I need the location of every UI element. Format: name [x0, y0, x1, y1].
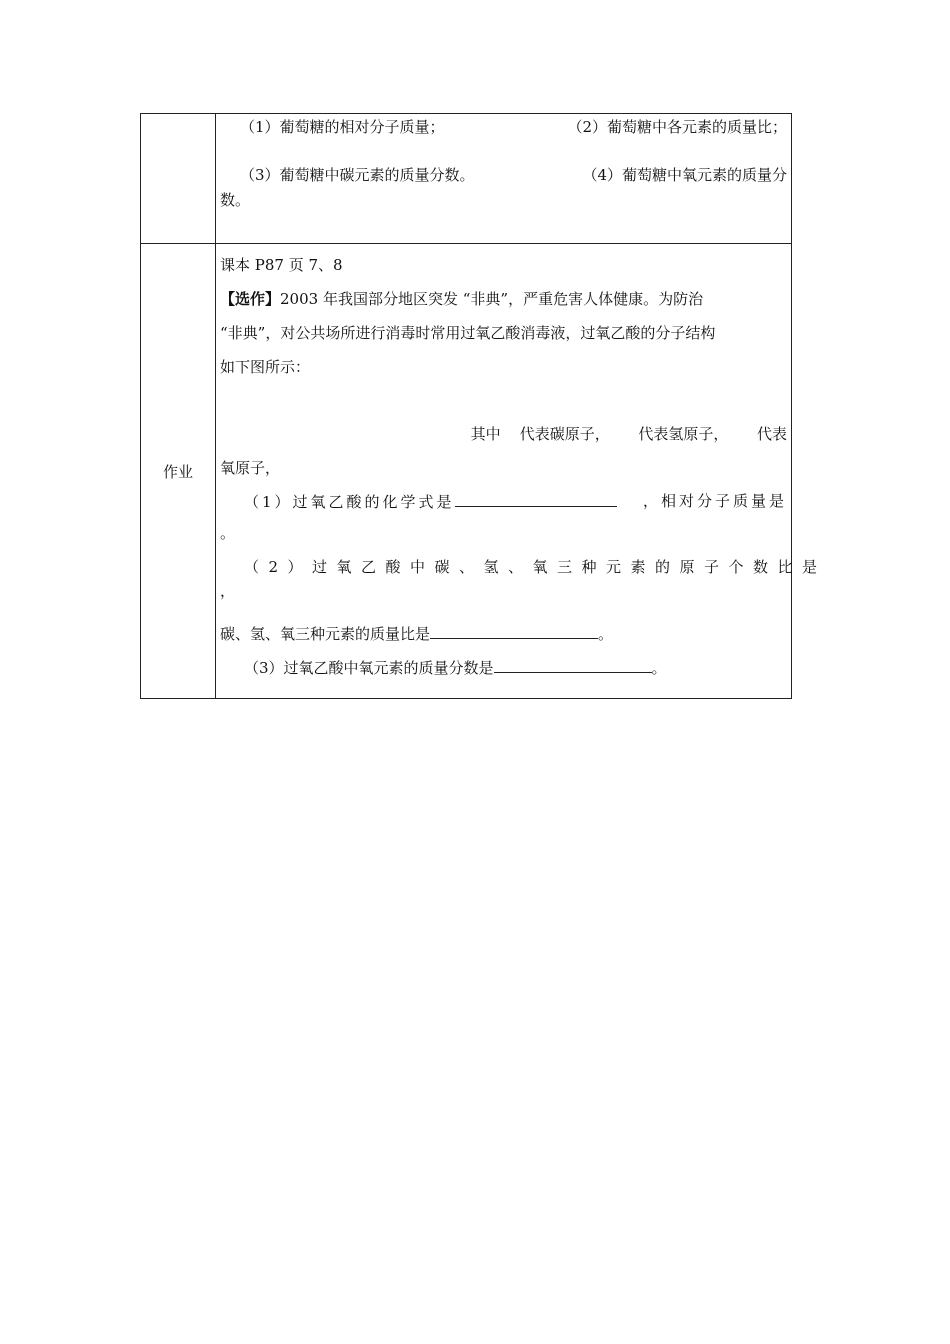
table-row	[141, 244, 792, 699]
question-2: （2）葡萄糖中各元素的质量比；	[567, 118, 787, 136]
sub-question-1: （1）过氧乙酸的化学式是 ，相对分子质量是	[244, 492, 787, 511]
table-row	[141, 114, 792, 244]
legend-oxygen: 代表	[756, 425, 787, 443]
legend-hydrogen: 代表氢原子，	[638, 425, 729, 443]
textbook-assignment: 课本 P87 页 7、8	[220, 256, 343, 274]
row-label-cell	[141, 244, 216, 699]
sub-question-3: （3）过氧乙酸中氧元素的质量分数是 。	[220, 656, 787, 679]
answer-blank[interactable]	[494, 656, 652, 673]
question-line	[220, 164, 787, 186]
legend-oxygen-continued: 氧原子，	[220, 459, 281, 477]
elective-line-2: “非典”，对公共场所进行消毒时常用过氧乙酸消毒液，过氧乙酸的分子结构	[220, 324, 716, 342]
elective-line-1: 【选作】2003 年我国部分地区突发 “非典”，严重危害人体健康。为防治	[220, 290, 704, 308]
sub-question-2: （2）过氧乙酸中碳、氢、氧三种元素的原子个数比是	[244, 558, 827, 576]
question-4-continued: 数。	[220, 191, 251, 209]
question-3: （3）葡萄糖中碳元素的质量分数。	[240, 166, 475, 184]
elective-tag: 【选作】	[220, 290, 281, 308]
content-cell	[216, 114, 792, 244]
elective-line-3: 如下图所示：	[220, 358, 311, 376]
question-4: （4）葡萄糖中氧元素的质量分	[582, 166, 787, 184]
sub-question-2-end: ，	[220, 582, 236, 600]
question-1: （1）葡萄糖的相对分子质量；	[240, 118, 445, 136]
homework-label: 作业	[162, 462, 193, 481]
content-cell	[216, 244, 827, 699]
homework-table	[140, 113, 827, 699]
sub-question-1-end: 。	[220, 524, 236, 542]
question-line	[220, 116, 787, 138]
row-label-cell	[141, 114, 216, 244]
atom-legend: 其中 代表碳原子， 代表氢原子， 代表	[470, 425, 787, 443]
answer-blank[interactable]	[455, 490, 617, 507]
glucose-questions	[216, 114, 791, 243]
answer-blank[interactable]	[430, 622, 598, 639]
sub-question-2-mass-ratio: 碳、氢、氧三种元素的质量比是 。	[220, 622, 787, 645]
homework-content	[216, 244, 827, 698]
legend-carbon: 代表碳原子，	[519, 425, 610, 443]
